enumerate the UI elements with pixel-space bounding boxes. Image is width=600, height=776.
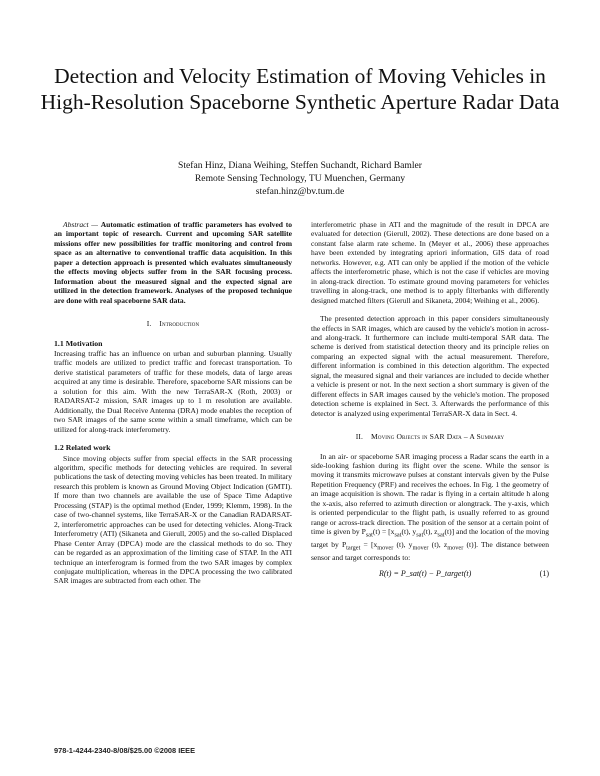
section-heading-introduction bbox=[54, 319, 292, 329]
right-column bbox=[311, 220, 549, 578]
abstract-text: Automatic estimation of traffic parameters has evolved to an important topic of research. Current and upcoming SAR satellite missions offer new possibilities for traffic monitoring and control from space as an alternative to conventional traffic data acquisition. In this paper a detection approach is presented which evaluates simultaneously the effects moving objects suffer from in the SAR focusing process. Information about the measured signal and the expected signal are utilized in the detection framework. Analyses of the proposed technique are done with real spaceborne SAR data. bbox=[54, 220, 292, 305]
abstract bbox=[54, 220, 292, 305]
section-title: Introduction bbox=[159, 319, 200, 329]
author-names: Stefan Hinz, Diana Weihing, Steffen Suchandt, Richard Bamler bbox=[178, 160, 422, 171]
author-affiliation: Remote Sensing Technology, TU Muenchen, Germany bbox=[194, 173, 406, 185]
section-heading-moving-objects bbox=[311, 432, 549, 442]
section-numeral: I. bbox=[146, 319, 152, 329]
subsection-heading-related-work: 1.2 Related work bbox=[54, 443, 111, 453]
equation-expression: R(t) = P_sat(t) − P_target(t) bbox=[379, 568, 472, 578]
author-email[interactable]: stefan.hinz@bv.tum.de bbox=[255, 186, 345, 198]
detection-approach-paragraph: The presented detection approach in this paper considers simultaneously the effects in SAR images, which are caused by the vehicle's motion in across- and along-track. It furthermore can include multi-temporal SAR data. The scheme is derived from statistical detection theory and its principle relies on comparing an expected signal with the actual measurement. Therefore, different information is combined in this detection algorithm. The expected signal, the measured signal and their variances are included to decide whether a vehicle is present or not. In the next section a short summary is given of the different effects in SAR images caused by the vehicle's motion. The proposed detection scheme is explained in Sect. 3. Afterwards the performance of this detector is analyzed using experimental TerraSAR-X data in Sect. 4. bbox=[311, 314, 549, 418]
equation-1 bbox=[311, 569, 549, 578]
sar-imaging-paragraph: In an air- or spaceborne SAR imaging process a Radar scans the earth in a side-looking fashion during its flight over the scene. While the sensor is moving it transmits microwave pulses at constant intervals given by the Pulse Repetition Frequency (PRF) and receives the echoes. In Fig. 1 the geometry of an image acquisition is shown. The radar is flying in a certain altitude h along the x-axis, also referred to azimuth direction or alongtrack. The y-axis, which is oriented perpendicular to the flight path, is usually referred to as ground range or across-track direction. The position of the sensor at a certain point of time is given by $P_{sat}(t) = [x_{sat}(t)$, $y_{sat}(t)$, $z_{sat}(t)$] and the location of the moving target by $P_{target} = [x_{mover}$ (t), $y_{mover}$ (t), $z_{mover}$ (t)]. The distance between sensor and target corresponds to: bbox=[311, 451, 550, 563]
authors-block bbox=[60, 159, 540, 199]
left-column bbox=[54, 220, 292, 586]
related-work-continued-paragraph: interferometric phase in ATI and the magnitude of the result in DPCA are evaluated for detection (Gierull, 2002). These detections are done based on a constant false alarm rate scheme. In (Meyer et al., 2006) these approaches have been extended by integrating apriori information, GIS data of road networks. However, e.g. ATI can only be applied if the motion of the vehicle affects the interferometric phase, which is not the case if vehicles are moving in along-track direction. To estimate ground moving parameters for vehicles travelling in along-track, one method is to apply filterbanks with differently designed matched filters (Gierull and Sikaneta, 2004; Weihing et al., 2006). bbox=[311, 220, 549, 305]
related-work-paragraph: Since moving objects suffer from special effects in the SAR processing algorithm, specific methods for detecting vehicles are required. In several publications the task of detecting moving vehicles has been treated. In military research this problem is known as Ground Moving Object Indication (GMTI). If more than two channels are available the use of Space Time Adaptive Processing (STAP) is the optimal method (Ender, 1999; Klemm, 1998). In the case of two-channel systems, like TerraSAR-X or the Canadian RADARSAT-2, interferometric approaches can be used for detecting vehicles. Along-Track Interferometry (ATI) (Sikaneta and Gierull, 2005) and the so-called Displaced Phase Center Array (DPCA) mode are the classical methods to do so. They can be regarded as an approximation of the limiting case of STAP. In the ATI technique an interferogram is formed from the two SAR images by complex conjugate multiplication, whereas in the DPCA processing the two calibrated SAR images are subtracted from each other. The bbox=[54, 453, 292, 586]
abstract-label: Abstract — bbox=[63, 220, 101, 229]
section-title: Moving Objects in SAR Data – A Summary bbox=[371, 432, 505, 442]
subsection-heading-motivation: 1.1 Motivation bbox=[54, 338, 103, 348]
footer-copyright: 978-1-4244-2340-8/08/$25.00 ©2008 IEEE bbox=[54, 746, 196, 755]
equation-number: (1) bbox=[539, 568, 549, 578]
motivation-paragraph: Increasing traffic has an influence on urban and suburban planning. Usually traffic models are utilized to predict traffic and forecast transportation. To derive statistical parameters of traffic for these models, data of large areas acquired at any time is desirable. Therefore, spaceborne SAR missions can be a solution for this aim. With the new TerraSAR-X (Roth, 2003) or RADARSAT-2 mission, SAR images up to 1 m resolution are available. Additionally, the Dual Receive Antenna (DRA) mode enables the reception of two SAR images of the same scene within a small timeframe, which can be utilized for along-track interferometry. bbox=[54, 349, 292, 434]
paper-title: Detection and Velocity Estimation of Moving Vehicles in High-Resolution Spaceborne Synthetic Aperture Radar Data bbox=[40, 64, 560, 114]
section-numeral: II. bbox=[355, 432, 363, 442]
